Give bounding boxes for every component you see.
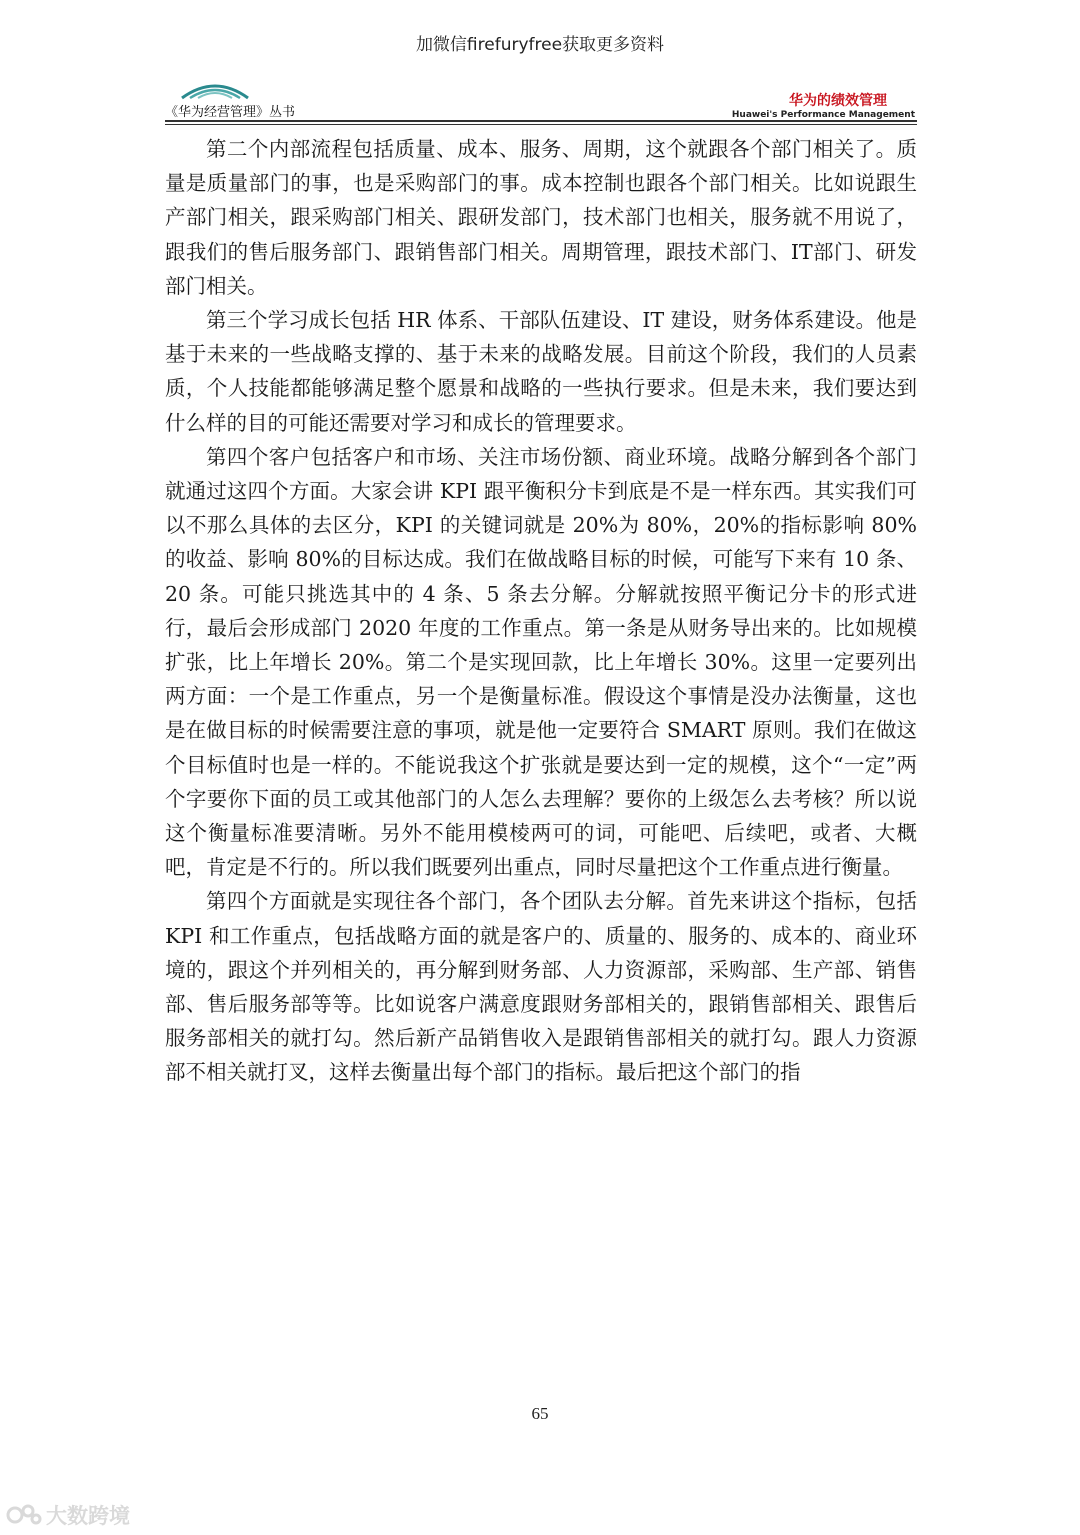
header-rule-thin — [165, 124, 917, 125]
paragraph: 第四个客户包括客户和市场、关注市场份额、商业环境。战略分解到各个部门就通过这四个方面。大家会讲 KPI 跟平衡积分卡到底是不是一样东西。其实我们可以不那么具体的去区分，KPI 的关键词就是 20%为 80%，20%的指标影响 80%的收益、影响 80%的目标达成。我们在做战略目标的时候，可能写下来有 10 条、20 条。可能只挑选其中的 4 条、5 条去分解。分解就按照平衡记分卡的形式进行，最后会形成部门 2020 年度的工作重点。第一条是从财务导出来的。比如规模扩张，比上年增长 20%。第二个是实现回款，比上年增长 30%。这里一定要列出两方面：一个是工作重点，另一个是衡量标准。假设这个事情是没办法衡量，这也是在做目标的时候需要注意的事项，就是他一定要符合 SMART 原则。我们在做这个目标值时也是一样的。不能说我这个扩张就是要达到一定的规模，这个“一定”两个字要你下面的员工或其他部门的人怎么去理解？要你的上级怎么去考核？所以说这个衡量标准要清晰。另外不能用模棱两可的词，可能吧、后续吧，或者、大概吧，肯定是不行的。所以我们既要列出重点，同时尽量把这个工作重点进行衡量。 — [165, 444, 917, 880]
series-logo-icon — [180, 78, 250, 100]
paragraph: 第二个内部流程包括质量、成本、服务、周期，这个就跟各个部门相关了。质量是质量部门的事，也是采购部门的事。成本控制也跟各个部门相关。比如说跟生产部门相关，跟采购部门相关、跟研发部门，技术部门也相关，服务就不用说了，跟我们的售后服务部门、跟销售部门相关。周期管理，跟技术部门、IT部门、研发部门相关。 — [165, 137, 917, 298]
watermark-logo-icon — [6, 1502, 42, 1528]
paragraph: 第四个方面就是实现往各个部门，各个团队去分解。首先来讲这个指标，包括 KPI 和工作重点，包括战略方面的就是客户的、质量的、服务的、成本的、商业环境的，跟这个并列相关的，再分解到财务部、人力资源部，采购部、生产部、销售部、售后服务部等等。比如说客户满意度跟财务部相关的，跟销售部相关、跟售后服务部相关的就打勾。然后新产品销售收入是跟销售部相关的就打勾。跟人力资源部不相关就打叉，这样去衡量出每个部门的指标。最后把这个部门的指 — [165, 889, 917, 1085]
brand-title-en: Huawei's Performance Management — [731, 110, 915, 120]
body-text — [165, 132, 917, 1090]
paragraph: 第三个学习成长包括 HR 体系、干部队伍建设、IT 建设，财务体系建设。他是基于未来的一些战略支撑的、基于未来的战略发展。目前这个阶段，我们的人员素质，个人技能都能够满足整个愿景和战略的一些执行要求。但是未来，我们要达到什么样的目的可能还需要对学习和成长的管理要求。 — [165, 308, 917, 435]
series-title: 《华为经营管理》丛书 — [165, 105, 296, 120]
brand-title-cn: 华为的绩效管理 — [789, 93, 887, 109]
page-number: 65 — [531, 1404, 549, 1423]
watermark-text: 大数跨境 — [46, 1504, 130, 1528]
watermark — [6, 1500, 130, 1530]
top-note: 加微信firefuryfree获取更多资料 — [415, 35, 665, 55]
header-rule — [165, 120, 917, 122]
